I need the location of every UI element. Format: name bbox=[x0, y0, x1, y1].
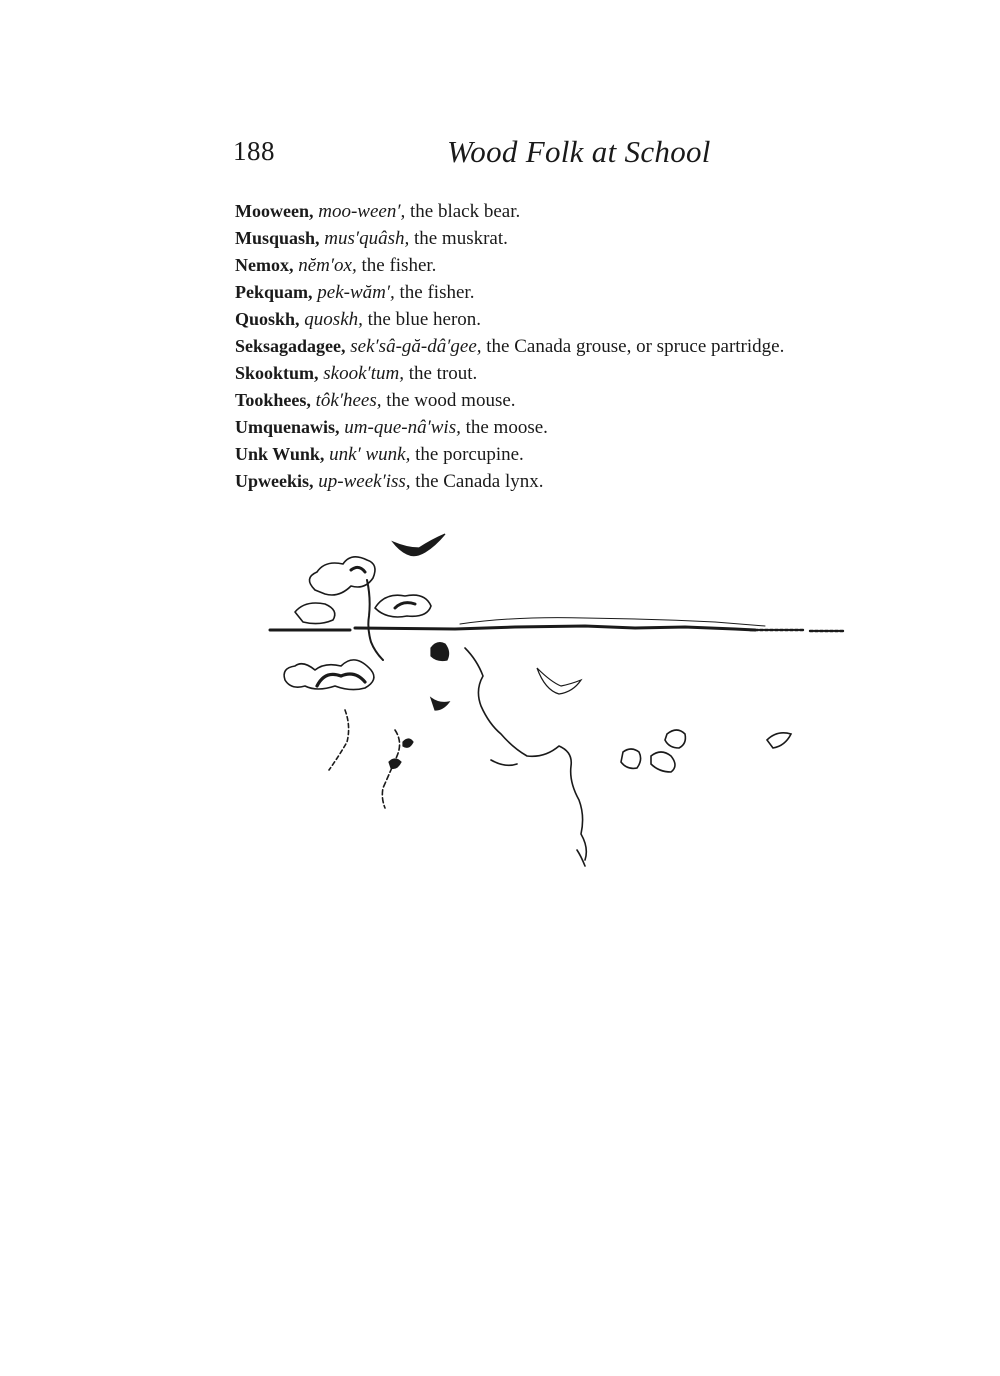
glossary-meaning: the blue heron. bbox=[367, 309, 482, 330]
shore-left-lower-2 bbox=[382, 730, 399, 808]
horizon-line bbox=[270, 626, 755, 630]
glossary-term: Quoskh, bbox=[235, 309, 300, 329]
horizon-line-far bbox=[460, 618, 765, 626]
page-number: 188 bbox=[233, 136, 275, 166]
bird-flying-top bbox=[393, 534, 445, 556]
glossary-entry bbox=[235, 441, 935, 468]
glossary-entry bbox=[235, 414, 935, 441]
glossary-entry bbox=[235, 360, 935, 387]
tree-crown-right bbox=[375, 595, 431, 617]
glossary-meaning: the Canada grouse, or spruce partridge. bbox=[486, 336, 785, 357]
glossary-entry bbox=[235, 387, 935, 414]
glossary-pronunciation: up-week′iss, bbox=[318, 471, 411, 492]
bird-ground-1 bbox=[621, 749, 641, 768]
glossary-pronunciation: unk′ wunk, bbox=[329, 444, 411, 465]
glossary-term: Upweekis, bbox=[235, 471, 314, 491]
shore-left-lower bbox=[329, 710, 349, 770]
glossary-term: Unk Wunk, bbox=[235, 444, 325, 464]
glossary-meaning: the trout. bbox=[408, 363, 478, 384]
glossary-meaning: the muskrat. bbox=[413, 228, 508, 249]
bird-perched-tree bbox=[431, 643, 449, 661]
shoreline-illustration bbox=[255, 520, 875, 900]
glossary-term: Seksagadagee, bbox=[235, 336, 346, 356]
glossary-pronunciation: tôk′hees, bbox=[315, 390, 382, 411]
glossary-entry bbox=[235, 198, 935, 225]
shoreline bbox=[465, 648, 586, 860]
bush-dark bbox=[317, 674, 365, 686]
glossary-entry bbox=[235, 225, 935, 252]
glossary-term: Mooween, bbox=[235, 201, 314, 221]
glossary-list bbox=[235, 198, 935, 495]
glossary-pronunciation: sek′sâ-gă-dâ′gee, bbox=[350, 336, 482, 357]
glossary-pronunciation: skook′tum, bbox=[323, 363, 404, 384]
glossary-term: Umquenawis, bbox=[235, 417, 340, 437]
glossary-pronunciation: pek-wăm′, bbox=[317, 282, 395, 303]
bird-flying-small bbox=[431, 698, 449, 710]
glossary-pronunciation: moo-ween′, bbox=[318, 201, 406, 222]
bird-ground-2 bbox=[651, 752, 675, 772]
horizon-line-right bbox=[750, 630, 845, 631]
glossary-pronunciation: mus′quâsh, bbox=[324, 228, 410, 249]
glossary-entry bbox=[235, 279, 935, 306]
glossary-term: Nemox, bbox=[235, 255, 294, 275]
glossary-meaning: the black bear. bbox=[409, 201, 521, 222]
glossary-term: Pekquam, bbox=[235, 282, 313, 302]
glossary-pronunciation: um-que-nâ′wis, bbox=[344, 417, 461, 438]
glossary-entry bbox=[235, 252, 935, 279]
glossary-term: Skooktum, bbox=[235, 363, 319, 383]
glossary-term: Tookhees, bbox=[235, 390, 311, 410]
bird-tiny-2 bbox=[389, 759, 401, 768]
bird-flying-mid bbox=[537, 668, 581, 694]
tree-trunk bbox=[367, 580, 383, 660]
bird-ground-right bbox=[767, 733, 791, 748]
bird-tiny-1 bbox=[403, 739, 413, 747]
glossary-meaning: the Canada lynx. bbox=[415, 471, 544, 492]
tree-crown-top bbox=[309, 557, 375, 595]
glossary-pronunciation: quoskh, bbox=[304, 309, 363, 330]
glossary-meaning: the fisher. bbox=[399, 282, 475, 303]
running-head: Wood Folk at School bbox=[447, 134, 711, 169]
glossary-meaning: the wood mouse. bbox=[386, 390, 516, 411]
tree-foliage-dark bbox=[351, 567, 415, 608]
glossary-entry bbox=[235, 468, 935, 495]
bird-ground-3 bbox=[665, 730, 685, 748]
glossary-entry bbox=[235, 333, 935, 360]
glossary-term: Musquash, bbox=[235, 228, 320, 248]
glossary-meaning: the porcupine. bbox=[415, 444, 524, 465]
glossary-pronunciation: nĕm′ox, bbox=[298, 255, 357, 276]
glossary-meaning: the fisher. bbox=[361, 255, 437, 276]
glossary-meaning: the moose. bbox=[465, 417, 548, 438]
tree-crown-low bbox=[295, 603, 335, 624]
glossary-entry bbox=[235, 306, 935, 333]
